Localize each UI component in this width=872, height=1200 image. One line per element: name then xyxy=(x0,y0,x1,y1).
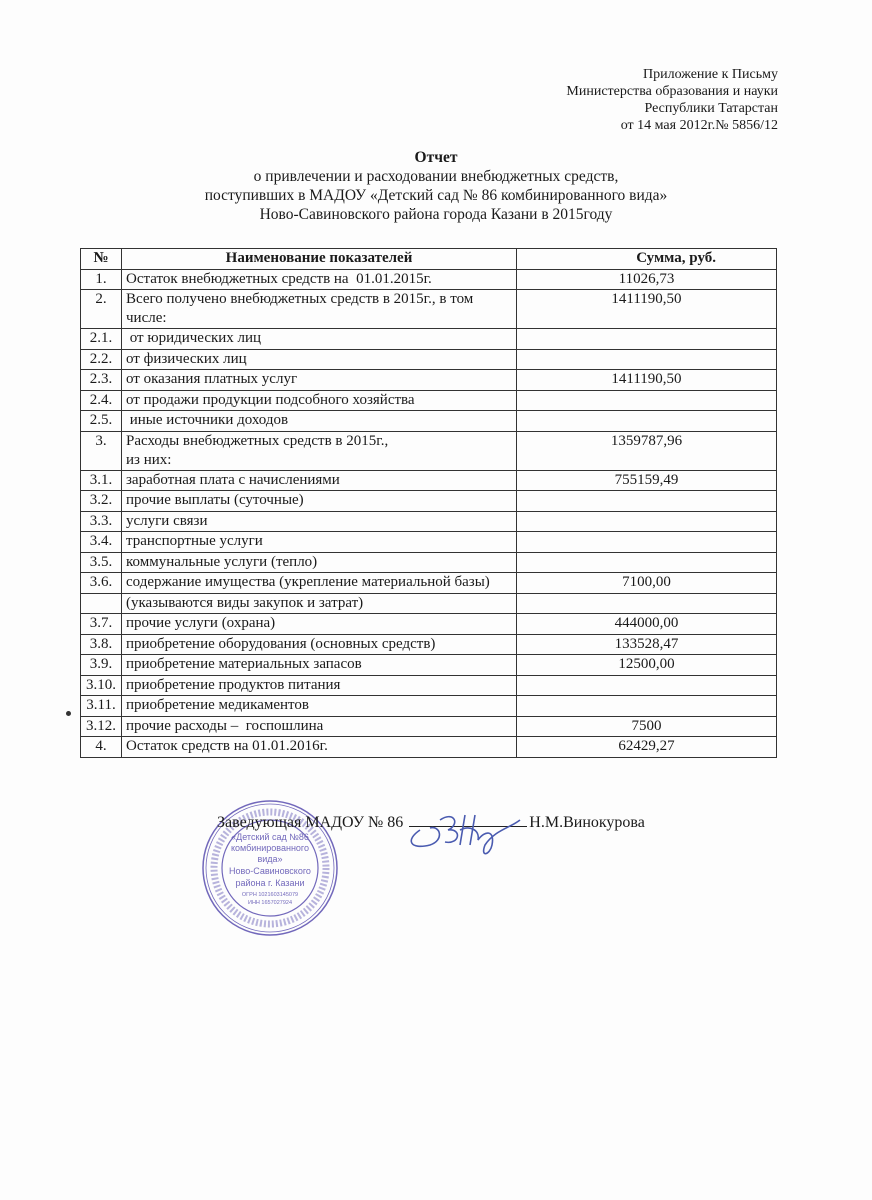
row-indicator-name: транспортные услуги xyxy=(122,532,517,553)
table-row xyxy=(81,370,777,391)
header-sum: Сумма, руб. xyxy=(517,249,777,270)
table-row xyxy=(81,511,777,532)
row-indicator-name: приобретение медикаментов xyxy=(122,696,517,717)
table-header-row xyxy=(81,249,777,270)
row-amount: 1411190,50 xyxy=(517,370,777,391)
stamp-text: комбинированного xyxy=(230,843,310,853)
table-row xyxy=(81,349,777,370)
row-number: 3.6. xyxy=(81,573,122,594)
stamp-text: ОГРН 1021603145079 xyxy=(241,892,299,898)
stamp-text: Ново-Савиновского xyxy=(229,866,311,876)
row-amount: 755159,49 xyxy=(517,470,777,491)
row-indicator-name: заработная плата с начислениями xyxy=(122,470,517,491)
row-number: 3.9. xyxy=(81,655,122,676)
row-amount xyxy=(517,349,777,370)
row-number: 2.3. xyxy=(81,370,122,391)
table-row xyxy=(81,573,777,594)
row-amount: 7100,00 xyxy=(517,573,777,594)
row-number: 3.8. xyxy=(81,634,122,655)
row-indicator-name: от физических лиц xyxy=(122,349,517,370)
report-heading: Отчет xyxy=(414,149,458,166)
table-row xyxy=(81,737,777,758)
signatory-name: Н.М.Винокурова xyxy=(529,814,645,831)
table-row xyxy=(81,329,777,350)
row-amount: 62429,27 xyxy=(517,737,777,758)
row-amount xyxy=(517,491,777,512)
row-indicator-name: коммунальные услуги (тепло) xyxy=(122,552,517,573)
row-indicator-name: приобретение продуктов питания xyxy=(122,675,517,696)
row-indicator-name: Остаток внебюджетных средств на 01.01.2015г. xyxy=(122,269,517,290)
table-row xyxy=(81,290,777,329)
row-number: 3.12. xyxy=(81,716,122,737)
row-number: 3.11. xyxy=(81,696,122,717)
row-amount: 1411190,50 xyxy=(517,290,777,329)
row-indicator-name: прочие выплаты (суточные) xyxy=(122,491,517,512)
row-number: 3.2. xyxy=(81,491,122,512)
table-row xyxy=(81,696,777,717)
appendix-note xyxy=(566,66,778,134)
row-indicator-name: Расходы внебюджетных средств в 2015г., из них: xyxy=(122,431,517,470)
row-amount: 133528,47 xyxy=(517,634,777,655)
stamp-text: вида» xyxy=(257,854,283,864)
stamp-text: ИНН 1657027924 xyxy=(247,900,293,906)
row-amount xyxy=(517,390,777,411)
row-number: 2.5. xyxy=(81,411,122,432)
table-row xyxy=(81,431,777,470)
row-number: 2.1. xyxy=(81,329,122,350)
appendix-line: от 14 мая 2012г.№ 5856/12 xyxy=(620,118,778,133)
row-indicator-name: от продажи продукции подсобного хозяйства xyxy=(122,390,517,411)
table-row xyxy=(81,675,777,696)
row-indicator-name: прочие услуги (охрана) xyxy=(122,614,517,635)
row-indicator-name: услуги связи xyxy=(122,511,517,532)
row-amount xyxy=(517,675,777,696)
report-table xyxy=(80,248,777,758)
row-amount: 7500 xyxy=(517,716,777,737)
scan-dot xyxy=(66,711,71,716)
row-amount xyxy=(517,532,777,553)
row-amount xyxy=(517,329,777,350)
row-number: 2. xyxy=(81,290,122,329)
row-indicator-name: Всего получено внебюджетных средств в 2015г., в том числе: xyxy=(122,290,517,329)
row-indicator-name: от юридических лиц xyxy=(122,329,517,350)
title-line: поступивших в МАДОУ «Детский сад № 86 комбинированного вида» xyxy=(204,187,668,204)
row-amount xyxy=(517,552,777,573)
row-number: 3.3. xyxy=(81,511,122,532)
row-number: 3.4. xyxy=(81,532,122,553)
table-row xyxy=(81,269,777,290)
row-indicator-name: от оказания платных услуг xyxy=(122,370,517,391)
title-line: Ново-Савиновского района города Казани в 2015году xyxy=(259,206,613,223)
row-indicator-name: иные источники доходов xyxy=(122,411,517,432)
row-indicator-name: приобретение оборудования (основных средств) xyxy=(122,634,517,655)
signatory-position: Заведующая МАДОУ № 86 xyxy=(217,814,404,831)
appendix-line: Министерства образования и науки xyxy=(566,84,778,99)
report-title xyxy=(0,148,872,224)
header-name: Наименование показателей xyxy=(122,249,517,270)
row-number: 4. xyxy=(81,737,122,758)
row-amount xyxy=(517,511,777,532)
row-amount xyxy=(517,696,777,717)
row-indicator-name: приобретение материальных запасов xyxy=(122,655,517,676)
row-number: 2.4. xyxy=(81,390,122,411)
row-indicator-name: прочие расходы – госпошлина xyxy=(122,716,517,737)
row-number: 3. xyxy=(81,431,122,470)
title-line: о привлечении и расходовании внебюджетных средств, xyxy=(253,168,619,185)
row-amount: 11026,73 xyxy=(517,269,777,290)
table-row xyxy=(81,716,777,737)
row-indicator-name: (указываются виды закупок и затрат) xyxy=(122,593,517,614)
table-row xyxy=(81,532,777,553)
appendix-line: Республики Татарстан xyxy=(644,101,778,116)
table-row xyxy=(81,470,777,491)
table-row xyxy=(81,614,777,635)
row-number xyxy=(81,593,122,614)
table-row xyxy=(81,655,777,676)
row-amount xyxy=(517,411,777,432)
row-number: 3.1. xyxy=(81,470,122,491)
row-number: 3.10. xyxy=(81,675,122,696)
row-number: 2.2. xyxy=(81,349,122,370)
row-amount xyxy=(517,593,777,614)
stamp-text: «Детский сад №86 xyxy=(231,832,309,842)
row-number: 3.5. xyxy=(81,552,122,573)
row-amount: 444000,00 xyxy=(517,614,777,635)
stamp-text: района г. Казани xyxy=(235,878,305,888)
row-indicator-name: Остаток средств на 01.01.2016г. xyxy=(122,737,517,758)
table-row xyxy=(81,634,777,655)
row-number: 1. xyxy=(81,269,122,290)
table-row xyxy=(81,491,777,512)
row-number: 3.7. xyxy=(81,614,122,635)
row-amount: 1359787,96 xyxy=(517,431,777,470)
row-indicator-name: содержание имущества (укрепление материальной базы) xyxy=(122,573,517,594)
row-amount: 12500,00 xyxy=(517,655,777,676)
table-row xyxy=(81,390,777,411)
table-row xyxy=(81,411,777,432)
appendix-line: Приложение к Письму xyxy=(642,67,778,82)
header-num: № xyxy=(81,249,122,270)
table-row xyxy=(81,593,777,614)
handwritten-signature xyxy=(400,800,530,860)
table-row xyxy=(81,552,777,573)
